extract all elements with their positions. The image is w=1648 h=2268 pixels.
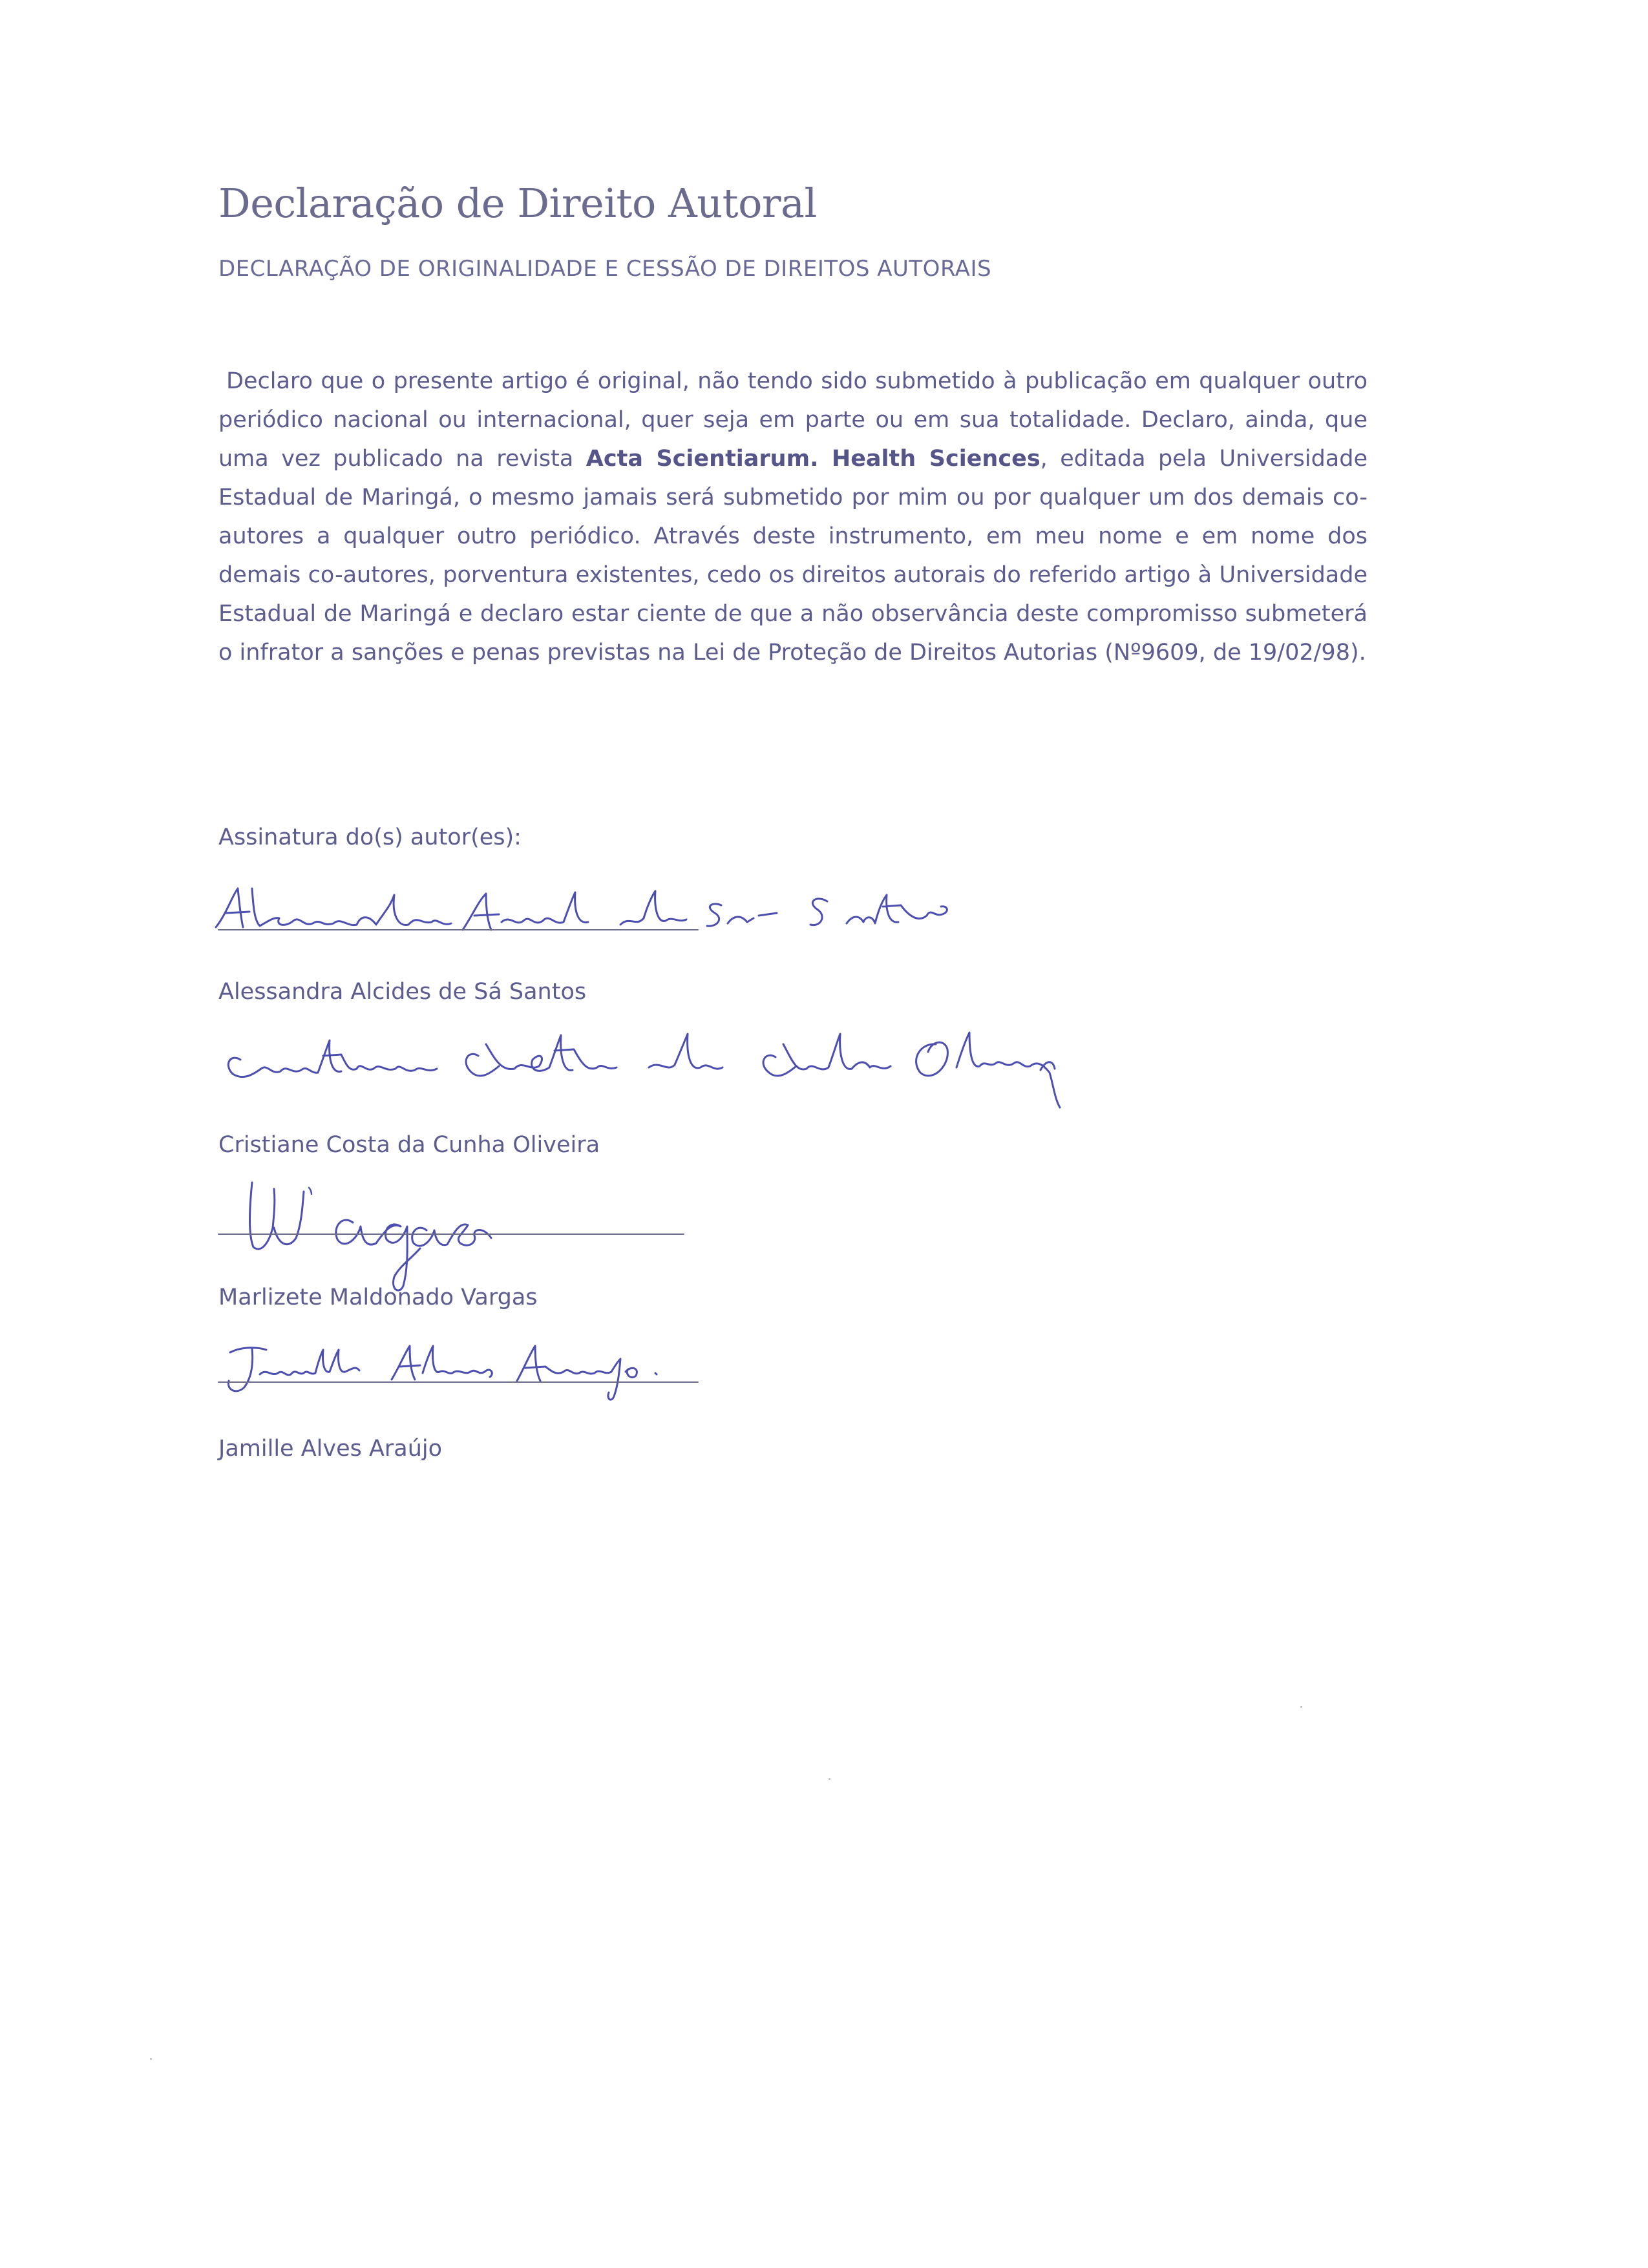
scan-speck <box>1300 1706 1302 1708</box>
body-part-2: , editada pela Universidade Estadual de Maringá, o mesmo jamais será submetido por mim ou por qualquer um dos demais co-autores a qualquer outro periódico. Através deste instrumento, em meu nome e em nome dos demais co-autores, porventura existentes, cedo os direitos autorais do referido artigo à Universidade Estadual de Maringá e declaro estar ciente de que a não observância deste compromisso submeterá o infrator a sanções e penas previstas na Lei de Proteção de Direitos Autorias (Nº9609, de 19/02/98). <box>218 446 1368 666</box>
scan-speck <box>829 1778 830 1780</box>
scan-speck <box>150 2058 152 2060</box>
body-part-1: Declaro que o presente artigo é original, não tendo sido submetido à publicação em qualquer outro periódico nacional ou internacional, quer seja em parte ou em sua totalidade. Declaro, ainda, que uma vez publicado na revista <box>218 368 1368 472</box>
signature-1-name: Alessandra Alcides de Sá Santos <box>218 979 587 1005</box>
signatures-heading: Assinatura do(s) autor(es): <box>218 824 522 850</box>
signature-3-handwriting <box>207 1163 698 1292</box>
declaration-body <box>218 362 1368 672</box>
signature-4-name: Jamille Alves Araújo <box>218 1436 443 1462</box>
signature-3-name: Marlizete Maldonado Vargas <box>218 1285 538 1310</box>
signature-4-handwriting <box>207 1334 698 1412</box>
journal-name: Acta Scientiarum. Health Sciences <box>586 446 1041 472</box>
signature-2-handwriting <box>207 1021 1008 1118</box>
signature-2-name: Cristiane Costa da Cunha Oliveira <box>218 1132 600 1158</box>
document-subtitle: DECLARAÇÃO DE ORIGINALIDADE E CESSÃO DE DIREITOS AUTORAIS <box>218 256 992 282</box>
document-title: Declaração de Direito Autoral <box>218 180 817 227</box>
signature-1-handwriting <box>207 876 840 947</box>
